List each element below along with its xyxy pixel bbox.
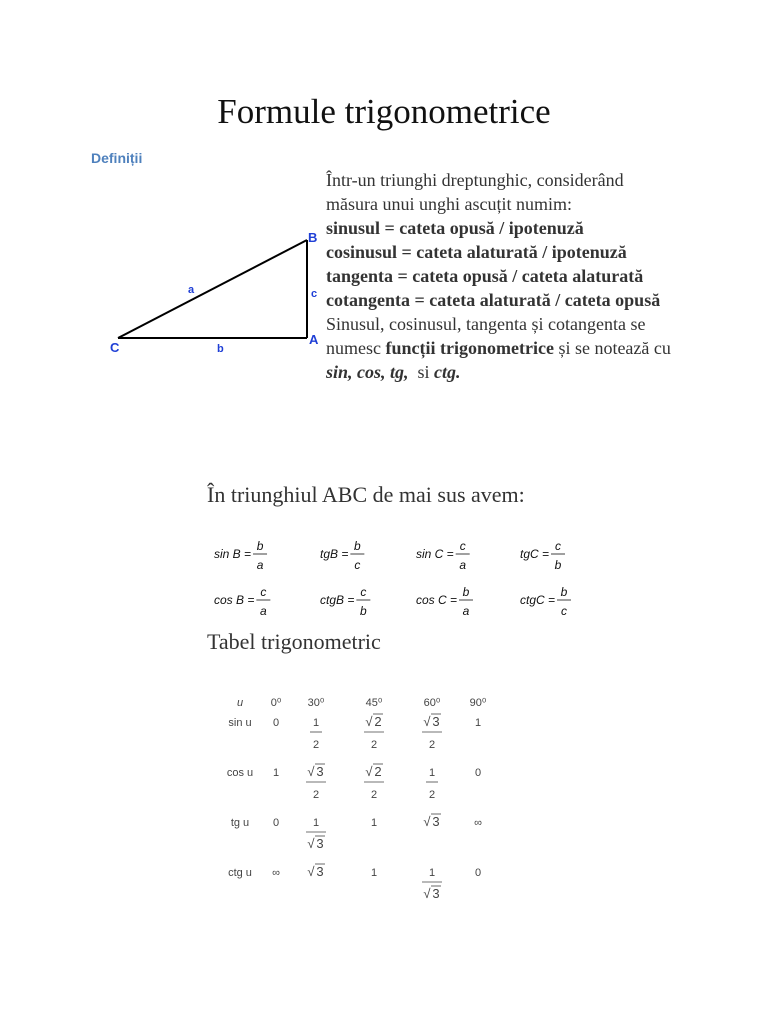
table-value: 1 xyxy=(272,767,280,779)
page-title: Formule trigonometrice xyxy=(217,92,551,131)
formula-2-3 xyxy=(416,585,473,618)
formula-lhs: tgB = xyxy=(320,547,349,561)
table-row xyxy=(231,814,482,851)
sqrt-sign: √ xyxy=(307,864,315,879)
trig-table xyxy=(200,690,520,910)
side-a-hypotenuse xyxy=(118,240,307,338)
vertex-label-B: B xyxy=(308,230,318,245)
sqrt-sign: √ xyxy=(307,836,315,851)
formula-1-3 xyxy=(416,539,470,572)
sqrt-radicand: 2 xyxy=(374,764,382,779)
table-row-label: ctg u xyxy=(228,867,252,879)
sqrt-sign: √ xyxy=(365,764,373,779)
abc-heading: În triunghiul ABC de mai sus avem: xyxy=(207,482,525,507)
table-value: 2 xyxy=(428,739,436,751)
sqrt-value xyxy=(307,836,325,851)
functions-mid: și se notează cu xyxy=(558,338,671,358)
formula-1-4 xyxy=(520,539,565,572)
sqrt-sign: √ xyxy=(423,714,431,729)
sqrt-radicand: 3 xyxy=(432,814,440,829)
fraction-value xyxy=(364,764,384,801)
table-value: 0 xyxy=(474,867,482,879)
definition-cos: cosinusul = cateta alaturată / ipotenuză xyxy=(326,242,627,262)
formula-lhs: cos B = xyxy=(214,593,255,607)
formula-numerator: c xyxy=(260,585,267,599)
table-value: 2 xyxy=(370,789,378,801)
table-value: 0 xyxy=(272,817,280,829)
formula-denominator: c xyxy=(354,558,361,572)
formula-lhs: ctgC = xyxy=(520,593,556,607)
table-value: 2 xyxy=(370,739,378,751)
formulas-grid xyxy=(200,528,620,628)
functions-bold: funcții trigonometrice xyxy=(385,338,554,358)
definition-sin: sinusul = cateta opusă / ipotenuză xyxy=(326,218,584,238)
fraction-value xyxy=(306,817,326,851)
sqrt-radicand: 3 xyxy=(316,836,324,851)
right-triangle-diagram xyxy=(100,226,330,356)
table-row xyxy=(227,764,481,801)
sqrt-value xyxy=(423,714,441,729)
vertex-label-A: A xyxy=(309,332,319,347)
table-heading: Tabel trigonometric xyxy=(207,629,381,654)
formula-2-2 xyxy=(320,585,370,618)
definitions-functions-note xyxy=(326,312,676,384)
table-header-cell: 60⁰ xyxy=(423,697,441,709)
sqrt-value xyxy=(307,764,325,779)
formula-2-1 xyxy=(214,585,270,618)
formula-denominator: b xyxy=(360,604,367,618)
formula-lhs: sin B = xyxy=(214,547,252,561)
formula-1-1 xyxy=(214,539,267,572)
formula-2-4 xyxy=(520,585,571,618)
fraction-value xyxy=(422,867,442,901)
sqrt-sign: √ xyxy=(423,814,431,829)
formula-1-2 xyxy=(320,539,364,572)
table-header-cell: 30⁰ xyxy=(307,697,325,709)
formula-numerator: b xyxy=(560,585,568,599)
sqrt-sign: √ xyxy=(365,714,373,729)
formula-denominator: b xyxy=(554,558,562,572)
sqrt-value xyxy=(307,864,325,879)
sqrt-value xyxy=(365,714,383,729)
functions-list: sin, cos, tg, xyxy=(326,362,409,382)
sqrt-sign: √ xyxy=(307,764,315,779)
fraction-value xyxy=(422,714,442,751)
table-value: 2 xyxy=(312,739,320,751)
table-row xyxy=(228,714,481,751)
table-value: 2 xyxy=(312,789,320,801)
fraction-value xyxy=(426,767,438,801)
table-value: 1 xyxy=(428,767,436,779)
table-value: 1 xyxy=(312,817,320,829)
vertex-label-C: C xyxy=(110,340,120,355)
table-row xyxy=(228,864,481,901)
definition-ctg: cotangenta = cateta alaturată / cateta opusă xyxy=(326,290,661,310)
table-value: ∞ xyxy=(272,867,280,879)
sqrt-radicand: 3 xyxy=(316,764,324,779)
sqrt-value xyxy=(365,764,383,779)
table-value: 1 xyxy=(370,817,378,829)
formula-numerator: c xyxy=(459,539,466,553)
formula-lhs: tgC = xyxy=(520,547,550,561)
table-value: 1 xyxy=(474,717,482,729)
table-value: 1 xyxy=(312,717,320,729)
formula-numerator: b xyxy=(256,539,264,553)
table-header-cell: 0⁰ xyxy=(270,697,282,709)
table-value: 0 xyxy=(272,717,280,729)
table-value: 2 xyxy=(428,789,436,801)
table-value: ∞ xyxy=(474,817,482,829)
side-label-c: c xyxy=(311,288,318,300)
definitions-intro: Într-un triunghi dreptunghic, considerând măsura unui unghi ascuțit numim: xyxy=(326,170,624,214)
formula-numerator: c xyxy=(360,585,367,599)
table-row-label: sin u xyxy=(228,717,252,729)
formula-denominator: a xyxy=(462,604,470,618)
formula-numerator: b xyxy=(354,539,361,553)
table-row-label: tg u xyxy=(230,817,250,829)
formula-denominator: c xyxy=(561,604,568,618)
section-heading-definitions: Definiții xyxy=(91,150,143,166)
sqrt-radicand: 3 xyxy=(432,886,440,901)
functions-si: si xyxy=(417,362,430,382)
formula-lhs: ctgB = xyxy=(320,593,355,607)
table-row-label: cos u xyxy=(226,767,254,779)
formula-denominator: a xyxy=(260,604,267,618)
definitions-block xyxy=(326,168,676,384)
fraction-value xyxy=(364,714,384,751)
table-header-cell: u xyxy=(236,697,244,709)
sqrt-sign: √ xyxy=(423,886,431,901)
formula-denominator: a xyxy=(459,558,467,572)
sqrt-radicand: 3 xyxy=(432,714,440,729)
fraction-value xyxy=(306,764,326,801)
table-header-cell: 45⁰ xyxy=(365,697,383,709)
sqrt-value xyxy=(423,886,441,901)
fraction-value xyxy=(310,717,322,751)
sqrt-radicand: 3 xyxy=(316,864,324,879)
table-header-cell: 90⁰ xyxy=(469,697,487,709)
formula-numerator: b xyxy=(462,585,470,599)
functions-ctg: ctg. xyxy=(434,362,461,382)
sqrt-value xyxy=(423,814,441,829)
formula-lhs: cos C = xyxy=(416,593,458,607)
side-label-a: a xyxy=(188,284,195,296)
functions-prefix: Sinusul, cosinusul, tangenta și cotangenta se numesc xyxy=(326,314,646,358)
formula-lhs: sin C = xyxy=(416,547,454,561)
table-value: 1 xyxy=(428,867,436,879)
definition-tg: tangenta = cateta opusă / cateta alaturată xyxy=(326,266,644,286)
formula-denominator: a xyxy=(256,558,264,572)
formula-numerator: c xyxy=(555,539,562,553)
table-value: 1 xyxy=(370,867,378,879)
side-label-b: b xyxy=(217,343,224,355)
table-value: 0 xyxy=(474,767,482,779)
sqrt-radicand: 2 xyxy=(374,714,382,729)
